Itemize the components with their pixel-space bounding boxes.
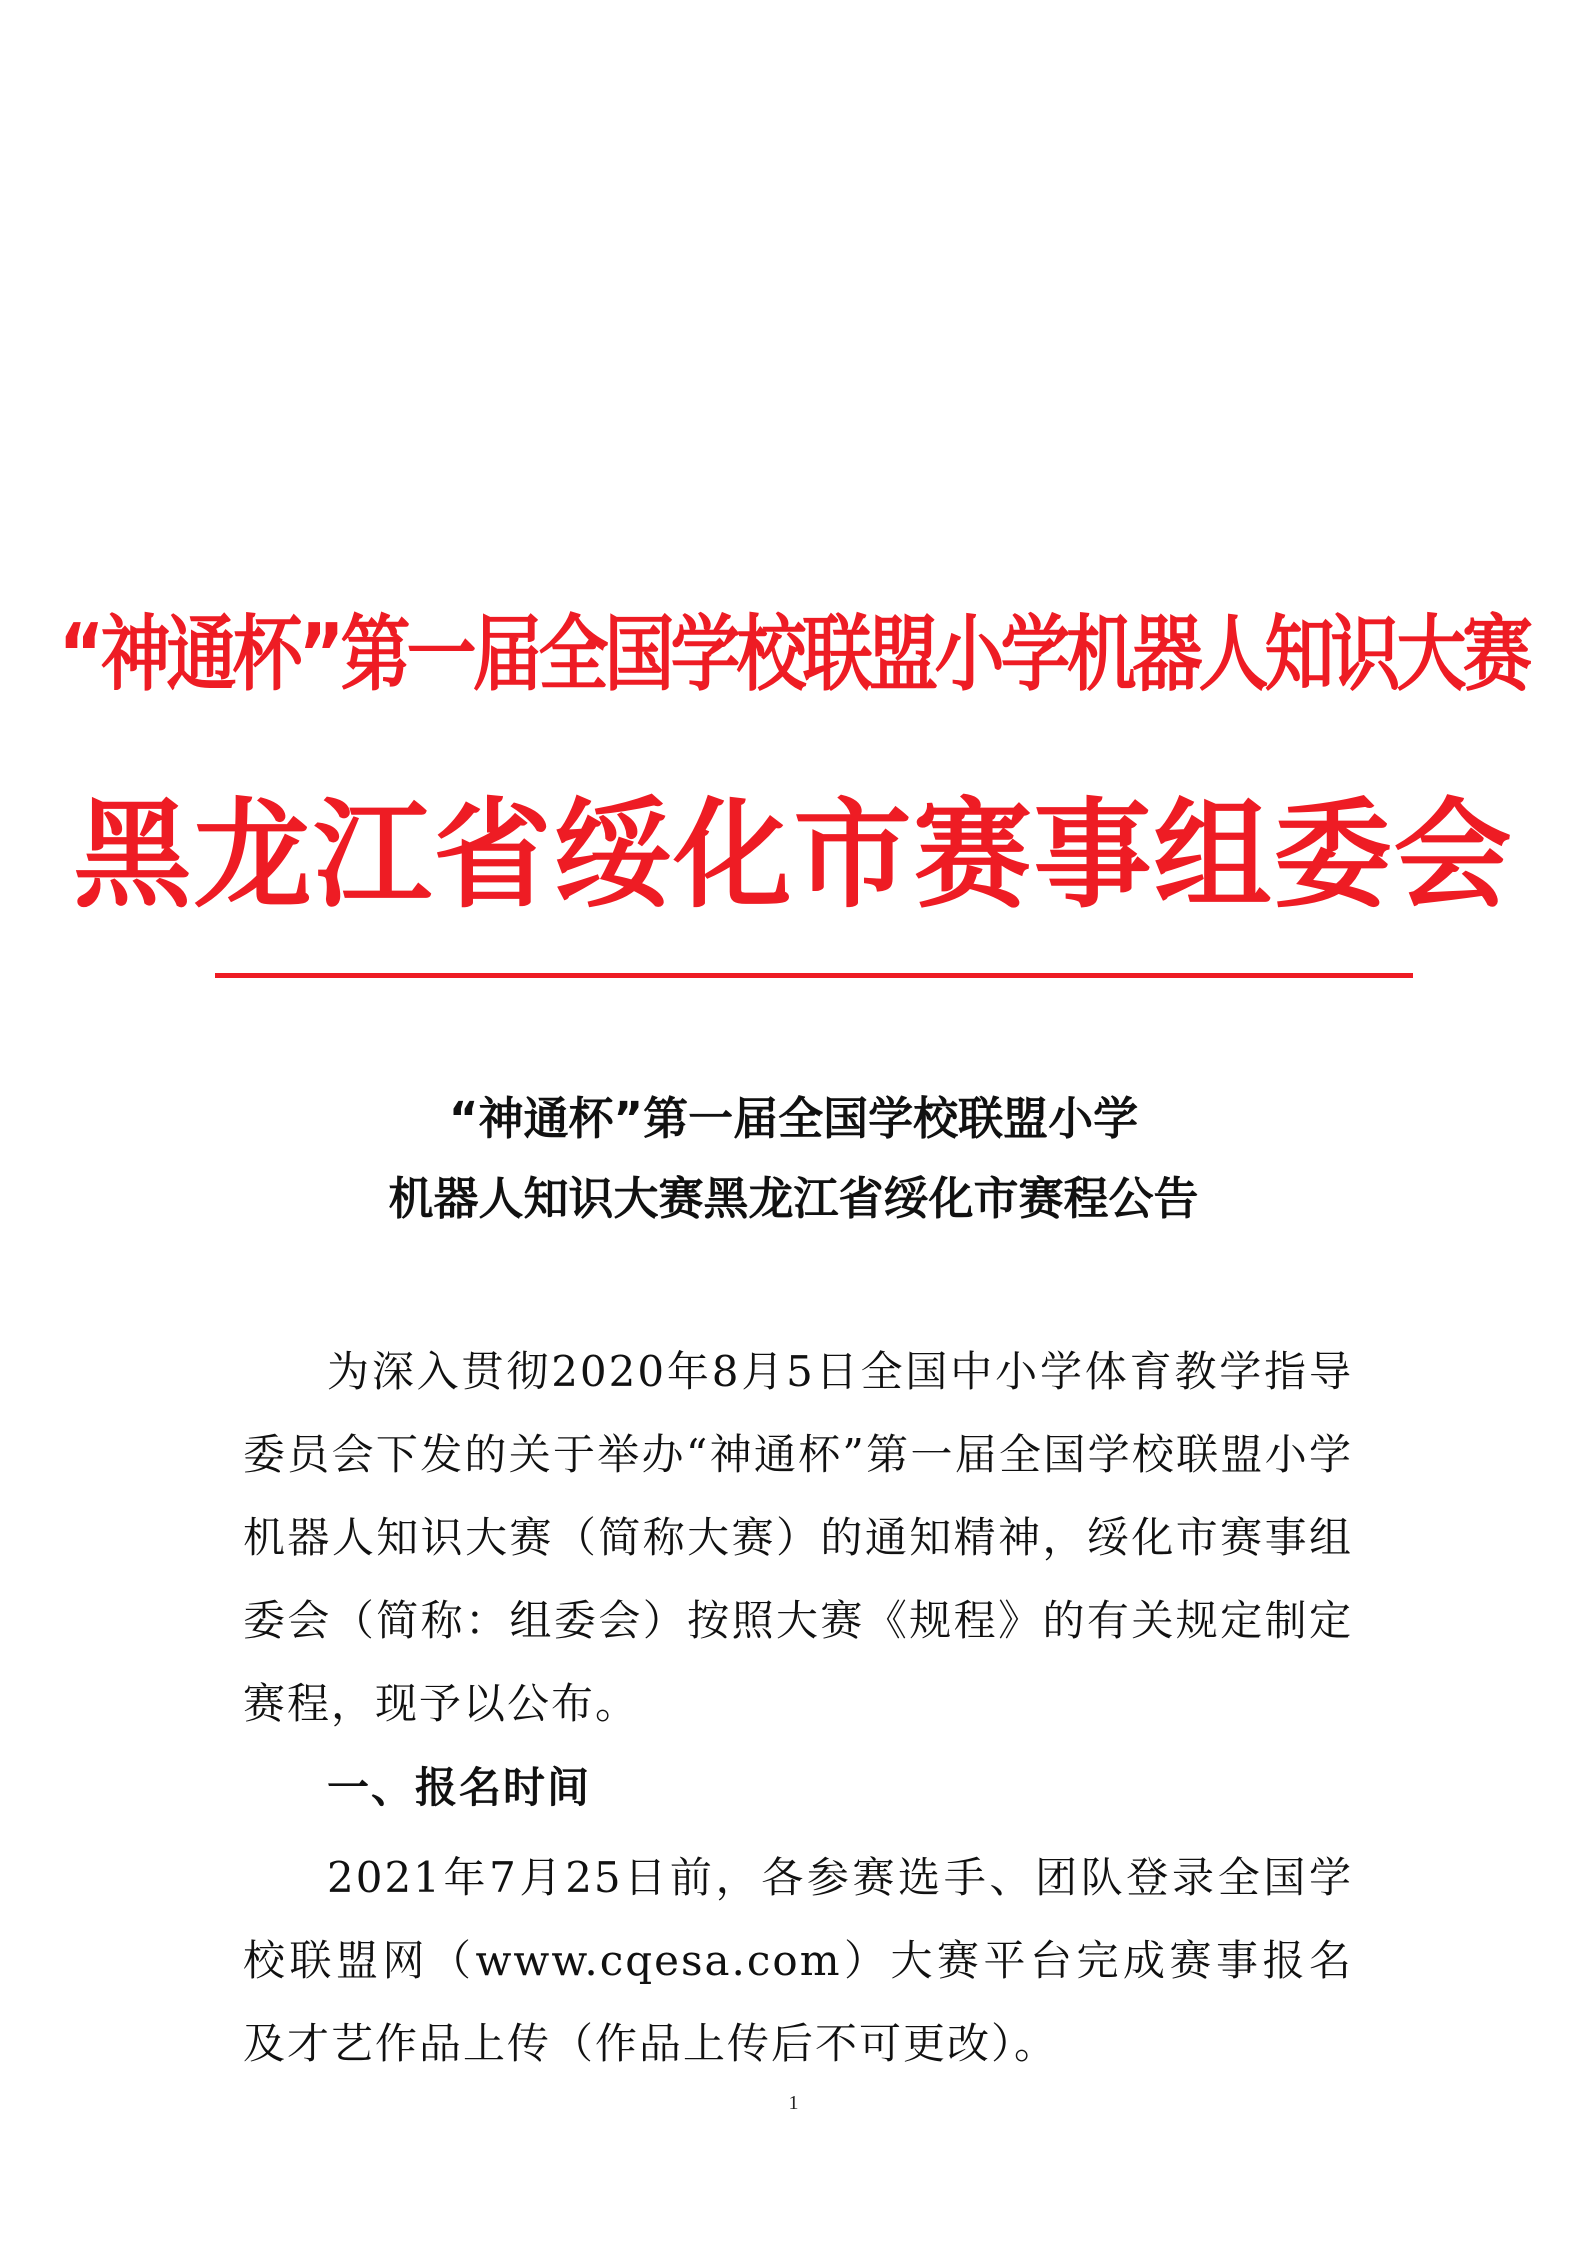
intro-paragraph: 为深入贯彻2020年8月5日全国中小学体育教学指导委员会下发的关于举办“神通杯”第一届全国学校联盟小学机器人知识大赛（简称大赛）的通知精神，绥化市赛事组委会（简称：组委会）按照大赛《规程》的有关规定制定赛程，现予以公布。 [243, 1347, 1353, 1728]
page-number: 1 [788, 2092, 799, 2114]
organizer-header-event-name: “神通杯”第一届全国学校联盟小学机器人知识大赛 [58, 605, 1529, 703]
registration-paragraph: 2021年7月25日前，各参赛选手、团队登录全国学校联盟网（www.cqesa.com）大赛平台完成赛事报名及才艺作品上传（作品上传后不可更改）。 [243, 1853, 1353, 2068]
section-heading-registration-time: 一、报名时间 [327, 1763, 592, 1812]
red-divider-line [215, 973, 1413, 978]
document-title-line-1: “神通杯”第一届全国学校联盟小学 [448, 1092, 1139, 1145]
document-title-line-2: 机器人知识大赛黑龙江省绥化市赛程公告 [388, 1172, 1199, 1225]
organizer-header-committee-name: 黑龙江省绥化市赛事组委会 [73, 786, 1514, 924]
